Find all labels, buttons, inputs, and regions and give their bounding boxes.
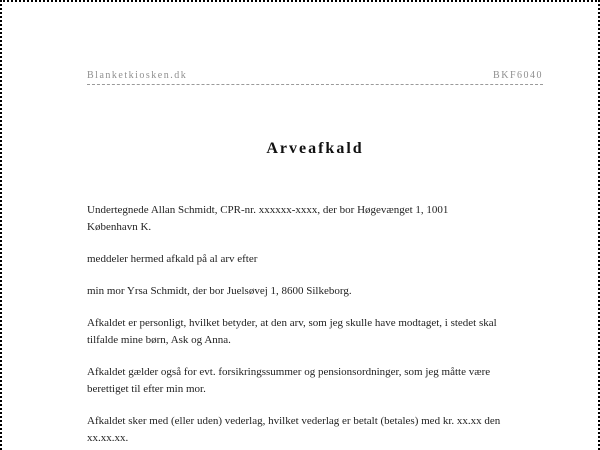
header-rule (87, 84, 543, 85)
paragraph-line: tilfalde mine børn, Ask og Anna. (87, 334, 231, 346)
paragraph-line: meddeler hermed afkald på al arv efter (87, 253, 258, 265)
paragraph-personligt (87, 315, 543, 349)
paragraph-min-mor (87, 283, 543, 300)
document-body (87, 202, 543, 447)
document-header (87, 70, 543, 81)
paragraph-line: Undertegnede Allan Schmidt, CPR-nr. xxxxxx-xxxx, der bor Høgevænget 1, 1001 (87, 204, 449, 216)
paragraph-line: min mor Yrsa Schmidt, der bor Juelsøvej 1, 8600 Silkeborg. (87, 285, 352, 297)
paragraph-meddeler (87, 251, 543, 268)
paragraph-line: Afkaldet sker med (eller uden) vederlag, hvilket vederlag er betalt (betales) med kr. xx.xx den (87, 415, 501, 427)
paragraph-line: berettiget til efter min mor. (87, 383, 206, 395)
paragraph-line: Afkaldet er personligt, hvilket betyder, at den arv, som jeg skulle have modtaget, i stedet skal (87, 317, 497, 329)
paragraph-vederlag (87, 413, 543, 447)
form-code: BKF6040 (493, 70, 543, 81)
paragraph-line: xx.xx.xx. (87, 432, 129, 444)
paragraph-undertegnede (87, 202, 543, 236)
document-title: Arveafkald (266, 140, 364, 157)
site-name: Blanketkiosken.dk (87, 70, 188, 81)
paragraph-line: Afkaldet gælder også for evt. forsikringssummer og pensionsordninger, som jeg måtte være (87, 366, 491, 378)
paragraph-line: København K. (87, 221, 152, 233)
paragraph-gaelder-ogsaa (87, 364, 543, 398)
document-content (2, 2, 598, 447)
